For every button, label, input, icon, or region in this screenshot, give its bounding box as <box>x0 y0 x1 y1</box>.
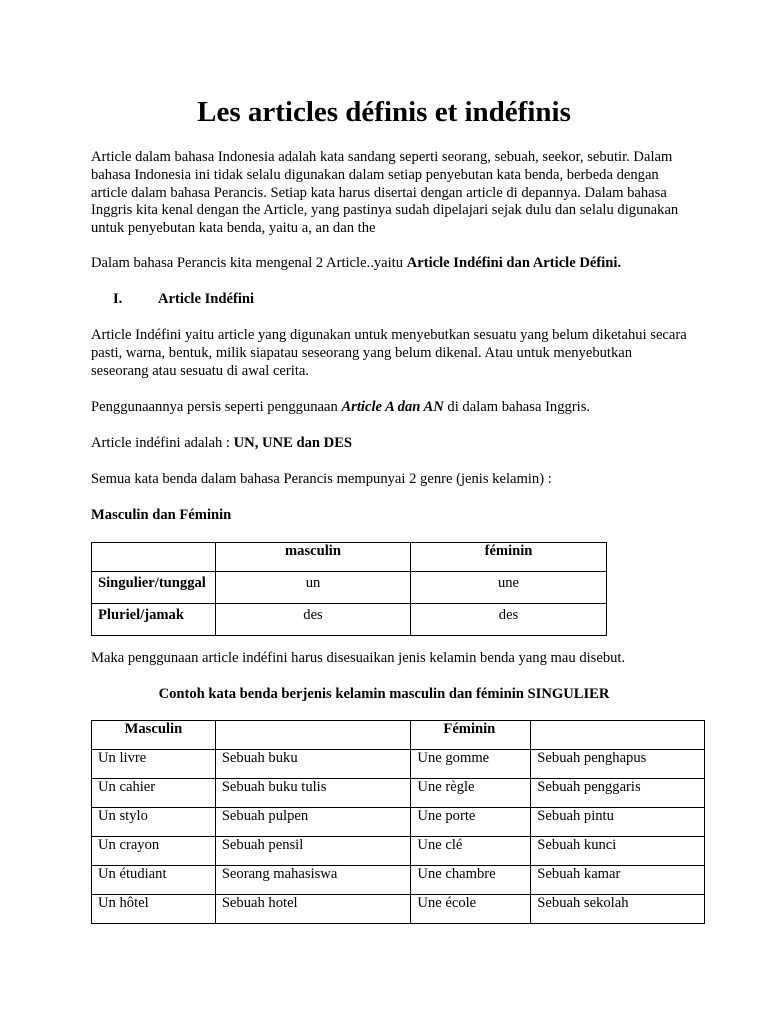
table-row <box>92 721 705 750</box>
table-cell: des <box>216 604 411 636</box>
articles-table <box>91 542 607 636</box>
table-cell: Une clé <box>411 837 531 866</box>
table-cell: Sebuah sekolah <box>531 895 705 924</box>
table-cell: Un hôtel <box>92 895 216 924</box>
table-row <box>92 808 705 837</box>
table-cell: Sebuah penghapus <box>531 750 705 779</box>
definition-paragraph: Article Indéfini yaitu article yang digunakan untuk menyebutkan sesuatu yang belum diketahui secara pasti, warna, bentuk, milik siapatau seseorang yang belum dikenal. Atau untuk menyebutkan seseorang atau sesuatu di awal cerita. <box>91 327 687 379</box>
genre-heading: Masculin dan Féminin <box>91 507 232 523</box>
table-cell: Sebuah kunci <box>531 837 705 866</box>
page-title: Les articles définis et indéfinis <box>197 96 571 128</box>
articles-text: Dalam bahasa Perancis kita mengenal 2 Article..yaitu <box>91 255 407 271</box>
usage-text: Penggunaannya persis seperti penggunaan <box>91 399 342 415</box>
articles-paragraph <box>91 255 691 273</box>
usage-paragraph <box>91 399 691 417</box>
intro-paragraph: Article dalam bahasa Indonesia adalah kata sandang seperti seorang, sebuah, seekor, sebutir. Dalam bahasa Indonesia ini tidak selalu digunakan dalam setiap penyebutan kata benda, berbeda dengan article dalam bahasa Perancis. Setiap kata harus disertai dengan article di depannya. Dalam bahasa Inggris kita kenal dengan the Article, yang pastinya sudah dipelajari sejak dulu dan selalu digunakan untuk penyebutan kata benda, yaitu a, an dan the <box>91 149 679 237</box>
table-header-cell: Masculin <box>92 721 216 750</box>
table-cell: Un cahier <box>92 779 216 808</box>
adjust-paragraph: Maka penggunaan article indéfini harus disesuaikan jenis kelamin benda yang mau disebut. <box>91 650 626 666</box>
indefinite-list-paragraph <box>91 435 691 453</box>
table-cell: Un étudiant <box>92 866 216 895</box>
table-row-label: Singulier/tunggal <box>92 572 216 604</box>
table-row <box>92 837 705 866</box>
table-cell: Un crayon <box>92 837 216 866</box>
table-cell: Un livre <box>92 750 216 779</box>
table-cell: Sebuah penggaris <box>531 779 705 808</box>
indefinite-bold: UN, UNE dan DES <box>233 435 353 451</box>
table-cell: Une chambre <box>411 866 531 895</box>
table-header-cell <box>92 543 216 572</box>
table-cell: Une porte <box>411 808 531 837</box>
table-header-cell: féminin <box>411 543 607 572</box>
table-cell: des <box>411 604 607 636</box>
table-cell: un <box>216 572 411 604</box>
table-cell: Un stylo <box>92 808 216 837</box>
usage-bold-italic: Article A dan AN <box>341 399 444 415</box>
table-cell: Une gomme <box>411 750 531 779</box>
table-cell: Une règle <box>411 779 531 808</box>
table-row <box>92 543 607 572</box>
table-row <box>92 750 705 779</box>
table-row-label: Pluriel/jamak <box>92 604 216 636</box>
table-cell: Sebuah buku tulis <box>215 779 411 808</box>
table-cell: Sebuah pulpen <box>215 808 411 837</box>
table-cell: Une école <box>411 895 531 924</box>
table-cell: Sebuah buku <box>215 750 411 779</box>
table-header-cell <box>215 721 411 750</box>
section-number: I. <box>113 291 123 307</box>
table-header-cell: Féminin <box>411 721 531 750</box>
examples-heading: Contoh kata benda berjenis kelamin masculin dan féminin SINGULIER <box>158 686 610 702</box>
table-row <box>92 895 705 924</box>
table-cell: Sebuah pensil <box>215 837 411 866</box>
table-row <box>92 866 705 895</box>
table-cell: une <box>411 572 607 604</box>
table-row <box>92 604 607 636</box>
usage-rest: di dalam bahasa Inggris. <box>443 399 591 415</box>
table-row <box>92 779 705 808</box>
table-header-cell: masculin <box>216 543 411 572</box>
examples-table <box>91 720 705 924</box>
table-row <box>92 572 607 604</box>
table-cell: Seorang mahasiswa <box>215 866 411 895</box>
articles-bold: Article Indéfini dan Article Défini. <box>406 255 622 271</box>
table-cell: Sebuah hotel <box>215 895 411 924</box>
section-label: Article Indéfini <box>158 291 255 307</box>
genre-paragraph: Semua kata benda dalam bahasa Perancis mempunyai 2 genre (jenis kelamin) : <box>91 471 552 487</box>
table-cell: Sebuah kamar <box>531 866 705 895</box>
table-header-cell <box>531 721 705 750</box>
table-cell: Sebuah pintu <box>531 808 705 837</box>
indefinite-text: Article indéfini adalah : <box>91 435 234 451</box>
section-heading <box>91 291 691 309</box>
